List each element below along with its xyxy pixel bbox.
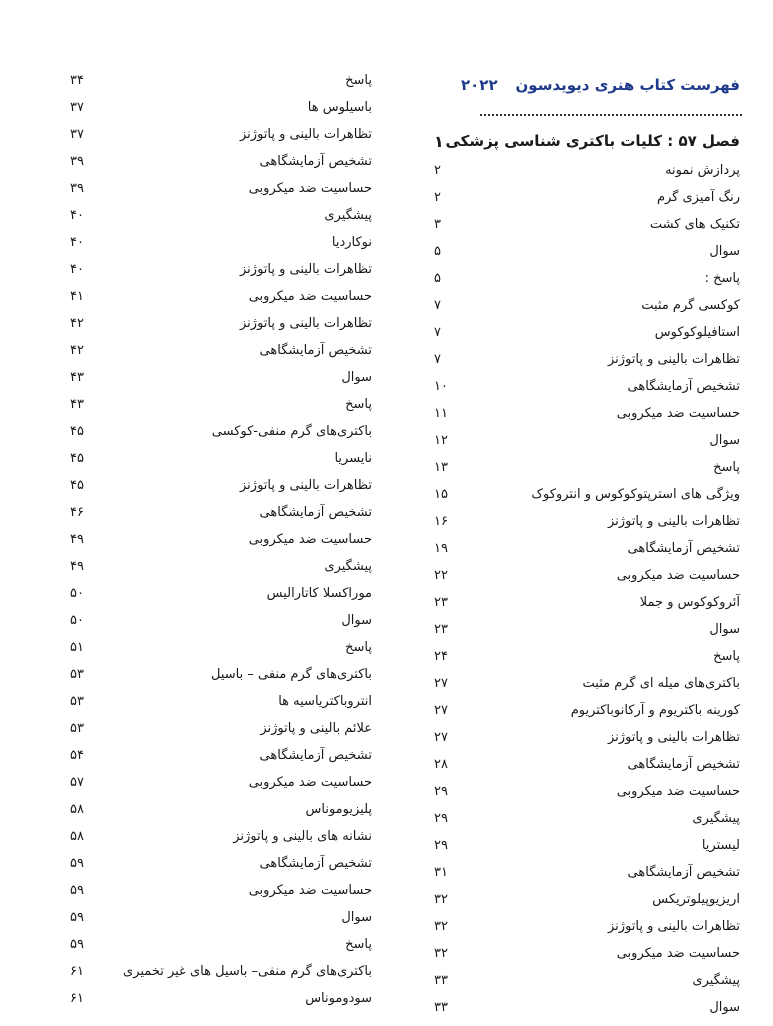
toc-entry-page-number: ۵ [434, 244, 441, 259]
toc-entry-label: تشخیص آزمایشگاهی [259, 505, 372, 520]
toc-entry[interactable] [60, 478, 372, 504]
toc-entry[interactable] [60, 640, 372, 666]
toc-entry-page-number: ۳ [434, 217, 441, 232]
toc-entry-page-number: ۴۱ [70, 289, 84, 304]
toc-entry-label: تشخیص آزمایشگاهی [627, 865, 740, 880]
toc-entry[interactable] [60, 883, 372, 909]
toc-entry-page-number: ۵۹ [70, 883, 84, 898]
toc-entry[interactable] [430, 244, 740, 270]
toc-entry-page-number: ۱۰ [434, 379, 448, 394]
toc-entry-page-number: ۴۹ [70, 532, 84, 547]
toc-entry-label: آئروکوکوس و جملا [639, 595, 740, 610]
toc-entry-page-number: ۴۵ [70, 478, 84, 493]
toc-header [455, 72, 740, 102]
toc-entry[interactable] [430, 514, 740, 540]
toc-entry[interactable] [60, 370, 372, 396]
toc-entry-label: پلیزیوموناس [305, 802, 372, 817]
toc-entry-page-number: ۱۹ [434, 541, 448, 556]
dotted-separator [480, 114, 742, 116]
toc-entry-label: سوال [709, 1000, 740, 1015]
toc-entry-label: تشخیص آزمایشگاهی [259, 154, 372, 169]
toc-entry[interactable] [430, 352, 740, 378]
toc-entry[interactable] [60, 694, 372, 720]
toc-entry-label: تشخیص آزمایشگاهی [259, 856, 372, 871]
toc-entry[interactable] [60, 721, 372, 747]
toc-entry-page-number: ۴۶ [70, 505, 84, 520]
toc-entry-page-number: ۵۴ [70, 748, 84, 763]
book-title: فهرست کتاب هنری دیویدسون [515, 76, 740, 94]
toc-entry[interactable] [60, 964, 372, 990]
toc-entry-page-number: ۷ [434, 298, 441, 313]
toc-entry-page-number: ۵۹ [70, 937, 84, 952]
toc-entry[interactable] [430, 649, 740, 675]
toc-entry[interactable] [60, 856, 372, 882]
toc-entry[interactable] [60, 289, 372, 315]
chapter-heading [430, 132, 740, 158]
toc-entry[interactable] [430, 487, 740, 513]
toc-entry-label: تظاهرات بالینی و پاتوژنز [240, 127, 372, 142]
toc-entry-page-number: ۲۹ [434, 784, 448, 799]
toc-entry-label: تظاهرات بالینی و پاتوژنز [608, 352, 740, 367]
toc-entry-label: پردازش نمونه [665, 163, 740, 178]
toc-entry[interactable] [430, 298, 740, 324]
toc-entry[interactable] [60, 505, 372, 531]
toc-entry[interactable] [430, 811, 740, 837]
toc-entry-page-number: ۵۹ [70, 856, 84, 871]
toc-entry-page-number: ۱۵ [434, 487, 448, 502]
toc-entry-label: لیستریا [701, 838, 740, 853]
toc-entry[interactable] [430, 595, 740, 621]
toc-entry-label: موراکسلا کاتارالیس [266, 586, 372, 601]
toc-entry[interactable] [430, 460, 740, 486]
toc-entry-label: سوال [341, 613, 372, 628]
toc-entry-label: حساسیت ضد میکروبی [248, 181, 372, 196]
toc-entry-label: تشخیص آزمایشگاهی [259, 343, 372, 358]
toc-entry[interactable] [430, 757, 740, 783]
toc-entry-label: کورینه باکتریوم و آرکانوباکتریوم [570, 703, 740, 718]
toc-entry[interactable] [60, 667, 372, 693]
chapter-title: فصل ۵۷ : کلیات باکتری شناسی پزشکی [445, 132, 740, 150]
toc-entry-label: حساسیت ضد میکروبی [248, 532, 372, 547]
toc-entry[interactable] [60, 316, 372, 342]
toc-entry-label: تشخیص آزمایشگاهی [627, 757, 740, 772]
toc-entry-label: پاسخ [345, 397, 372, 412]
toc-entry-page-number: ۴۵ [70, 424, 84, 439]
toc-entry-label: سوال [709, 244, 740, 259]
toc-entry-label: باکتری‌های گرم منفی– باسیل های غیر تخمیری [123, 964, 372, 979]
toc-entry-page-number: ۲۴ [434, 649, 448, 664]
toc-entry[interactable] [60, 991, 372, 1017]
toc-entry-page-number: ۴۵ [70, 451, 84, 466]
toc-entry-page-number: ۲۷ [434, 703, 448, 718]
toc-entry[interactable] [430, 919, 740, 945]
toc-entry-page-number: ۳۹ [70, 181, 84, 196]
toc-entry-page-number: ۱۳ [434, 460, 448, 475]
toc-entry-page-number: ۴۲ [70, 316, 84, 331]
toc-entry-label: حساسیت ضد میکروبی [248, 289, 372, 304]
toc-entry-label: پاسخ [345, 937, 372, 952]
toc-entry[interactable] [430, 1000, 740, 1026]
toc-entry[interactable] [60, 559, 372, 585]
toc-entry-label: پاسخ [713, 460, 740, 475]
toc-entry-label: تشخیص آزمایشگاهی [627, 541, 740, 556]
toc-entry-page-number: ۴۲ [70, 343, 84, 358]
toc-entry-label: پاسخ [713, 649, 740, 664]
toc-entry[interactable] [60, 235, 372, 261]
toc-entry-page-number: ۲ [434, 163, 441, 178]
toc-entry[interactable] [60, 208, 372, 234]
toc-entry-page-number: ۳۲ [434, 919, 448, 934]
toc-entry-page-number: ۲۷ [434, 676, 448, 691]
toc-entry[interactable] [60, 586, 372, 612]
toc-entry-page-number: ۲۳ [434, 595, 448, 610]
toc-entry-page-number: ۲۹ [434, 811, 448, 826]
toc-entry-label: حساسیت ضد میکروبی [616, 568, 740, 583]
toc-entry[interactable] [60, 748, 372, 774]
toc-entry-page-number: ۵۱ [70, 640, 84, 655]
toc-entry[interactable] [60, 343, 372, 369]
toc-entry[interactable] [60, 397, 372, 423]
toc-entry-label: باکتری‌های گرم منفی-کوکسی [211, 424, 372, 439]
toc-entry[interactable] [430, 973, 740, 999]
toc-entry-label: اریزیوپیلوتریکس [652, 892, 740, 907]
toc-entry-label: حساسیت ضد میکروبی [616, 406, 740, 421]
toc-entry-label: باسیلوس ها [307, 100, 372, 115]
toc-entry[interactable] [430, 892, 740, 918]
toc-entry-page-number: ۵۰ [70, 613, 84, 628]
toc-entry[interactable] [60, 775, 372, 801]
toc-entry-label: سوال [709, 622, 740, 637]
toc-entry-page-number: ۵۸ [70, 829, 84, 844]
toc-entry-label: سوال [341, 370, 372, 385]
toc-entry-page-number: ۳۷ [70, 100, 84, 115]
toc-entry-page-number: ۱۱ [434, 406, 448, 421]
toc-entry-label: حساسیت ضد میکروبی [248, 883, 372, 898]
toc-entry-label: انتروباکتریاسیه ها [278, 694, 372, 709]
toc-entry-page-number: ۴۰ [70, 208, 84, 223]
toc-entry-label: باکتری‌های میله ای گرم مثبت [582, 676, 740, 691]
toc-entry-label: تشخیص آزمایشگاهی [627, 379, 740, 394]
toc-entry[interactable] [430, 163, 740, 189]
toc-entry-label: نشانه های بالینی و پاتوژنز [233, 829, 372, 844]
toc-entry[interactable] [60, 613, 372, 639]
toc-entry-page-number: ۲۲ [434, 568, 448, 583]
toc-entry-page-number: ۴۳ [70, 397, 84, 412]
toc-entry[interactable] [60, 910, 372, 936]
toc-entry-page-number: ۲ [434, 190, 441, 205]
toc-entry-label: تظاهرات بالینی و پاتوژنز [240, 262, 372, 277]
toc-entry-page-number: ۴۳ [70, 370, 84, 385]
toc-entry-page-number: ۳۲ [434, 946, 448, 961]
toc-entry[interactable] [60, 802, 372, 828]
toc-entry[interactable] [430, 838, 740, 864]
toc-entry-label: حساسیت ضد میکروبی [616, 946, 740, 961]
toc-entry[interactable] [60, 262, 372, 288]
toc-entry-label: پاسخ [345, 73, 372, 88]
toc-entry[interactable] [60, 451, 372, 477]
toc-entry[interactable] [430, 730, 740, 756]
chapter-page-number: ۱ [434, 132, 444, 151]
toc-entry-page-number: ۵۸ [70, 802, 84, 817]
toc-entry[interactable] [60, 154, 372, 180]
toc-entry-label: تشخیص آزمایشگاهی [259, 748, 372, 763]
toc-entry[interactable] [60, 73, 372, 99]
toc-entry-label: پاسخ : [704, 271, 740, 286]
toc-entry-label: تظاهرات بالینی و پاتوژنز [608, 730, 740, 745]
toc-entry-page-number: ۲۷ [434, 730, 448, 745]
toc-entry-label: سوال [709, 433, 740, 448]
toc-entry[interactable] [430, 676, 740, 702]
toc-entry[interactable] [430, 622, 740, 648]
toc-entry-page-number: ۳۷ [70, 127, 84, 142]
book-year: ۲۰۲۲ [461, 76, 498, 94]
toc-entry-label: علائم بالینی و پاتوژنز [260, 721, 372, 736]
toc-entry[interactable] [430, 379, 740, 405]
toc-entry-page-number: ۱۶ [434, 514, 448, 529]
toc-entry[interactable] [430, 946, 740, 972]
toc-entry-page-number: ۴۰ [70, 235, 84, 250]
toc-entry[interactable] [60, 829, 372, 855]
toc-entry[interactable] [430, 541, 740, 567]
toc-entry[interactable] [60, 532, 372, 558]
toc-entry-page-number: ۴۰ [70, 262, 84, 277]
toc-entry-label: نوکاردیا [331, 235, 372, 250]
toc-entry-label: رنگ آمیزی گرم [656, 190, 740, 205]
toc-entry[interactable] [430, 190, 740, 216]
toc-entry[interactable] [60, 181, 372, 207]
toc-entry[interactable] [60, 424, 372, 450]
toc-entry-page-number: ۳۱ [434, 865, 448, 880]
toc-entry[interactable] [430, 568, 740, 594]
toc-entry[interactable] [60, 937, 372, 963]
toc-entry-label: تظاهرات بالینی و پاتوژنز [240, 316, 372, 331]
toc-entry-page-number: ۷ [434, 325, 441, 340]
toc-entry[interactable] [430, 325, 740, 351]
toc-entry-page-number: ۴۹ [70, 559, 84, 574]
toc-entry-label: حساسیت ضد میکروبی [616, 784, 740, 799]
toc-entry-label: پاسخ [345, 640, 372, 655]
toc-entry[interactable] [430, 784, 740, 810]
toc-entry-label: کوکسی گرم مثبت [641, 298, 740, 313]
toc-entry[interactable] [60, 100, 372, 126]
toc-entry-label: باکتری‌های گرم منفی – باسیل [210, 667, 372, 682]
toc-entry-page-number: ۵ [434, 271, 441, 286]
toc-entry[interactable] [430, 271, 740, 297]
toc-entry[interactable] [430, 406, 740, 432]
toc-entry-label: تظاهرات بالینی و پاتوژنز [608, 919, 740, 934]
toc-entry-page-number: ۳۹ [70, 154, 84, 169]
toc-entry-page-number: ۶۱ [70, 964, 84, 979]
toc-entry-page-number: ۶۱ [70, 991, 84, 1006]
toc-entry[interactable] [430, 217, 740, 243]
toc-entry-page-number: ۵۳ [70, 667, 84, 682]
toc-entry-label: نایسریا [334, 451, 372, 466]
toc-entry-label: پیشگیری [324, 559, 372, 574]
toc-entry-label: پیشگیری [692, 973, 740, 988]
toc-entry-page-number: ۵۰ [70, 586, 84, 601]
toc-entry-label: سودوموناس [305, 991, 372, 1006]
toc-entry-page-number: ۲۳ [434, 622, 448, 637]
toc-entry-page-number: ۷ [434, 352, 441, 367]
toc-entry-page-number: ۱۲ [434, 433, 448, 448]
toc-entry-page-number: ۳۲ [434, 892, 448, 907]
toc-entry-label: پیشگیری [692, 811, 740, 826]
toc-entry-page-number: ۳۴ [70, 73, 84, 88]
toc-entry-page-number: ۵۳ [70, 694, 84, 709]
toc-entry-page-number: ۲۸ [434, 757, 448, 772]
toc-entry-label: پیشگیری [324, 208, 372, 223]
toc-entry-label: تظاهرات بالینی و پاتوژنز [608, 514, 740, 529]
toc-entry-label: سوال [341, 910, 372, 925]
toc-entry-label: استافیلوکوکوس [654, 325, 740, 340]
toc-entry[interactable] [430, 865, 740, 891]
toc-entry-page-number: ۳۳ [434, 973, 448, 988]
toc-entry-label: حساسیت ضد میکروبی [248, 775, 372, 790]
toc-entry-label: تکنیک های کشت [649, 217, 740, 232]
toc-entry[interactable] [430, 433, 740, 459]
toc-entry-label: ویژگی های استرپتوکوکوس و انتروکوک [531, 487, 740, 502]
toc-entry-label: تظاهرات بالینی و پاتوژنز [240, 478, 372, 493]
toc-entry-page-number: ۵۳ [70, 721, 84, 736]
toc-entry-page-number: ۲۹ [434, 838, 448, 853]
toc-entry-page-number: ۳۳ [434, 1000, 448, 1015]
toc-entry[interactable] [60, 127, 372, 153]
toc-entry-page-number: ۵۹ [70, 910, 84, 925]
toc-entry[interactable] [430, 703, 740, 729]
toc-entry-page-number: ۵۷ [70, 775, 84, 790]
